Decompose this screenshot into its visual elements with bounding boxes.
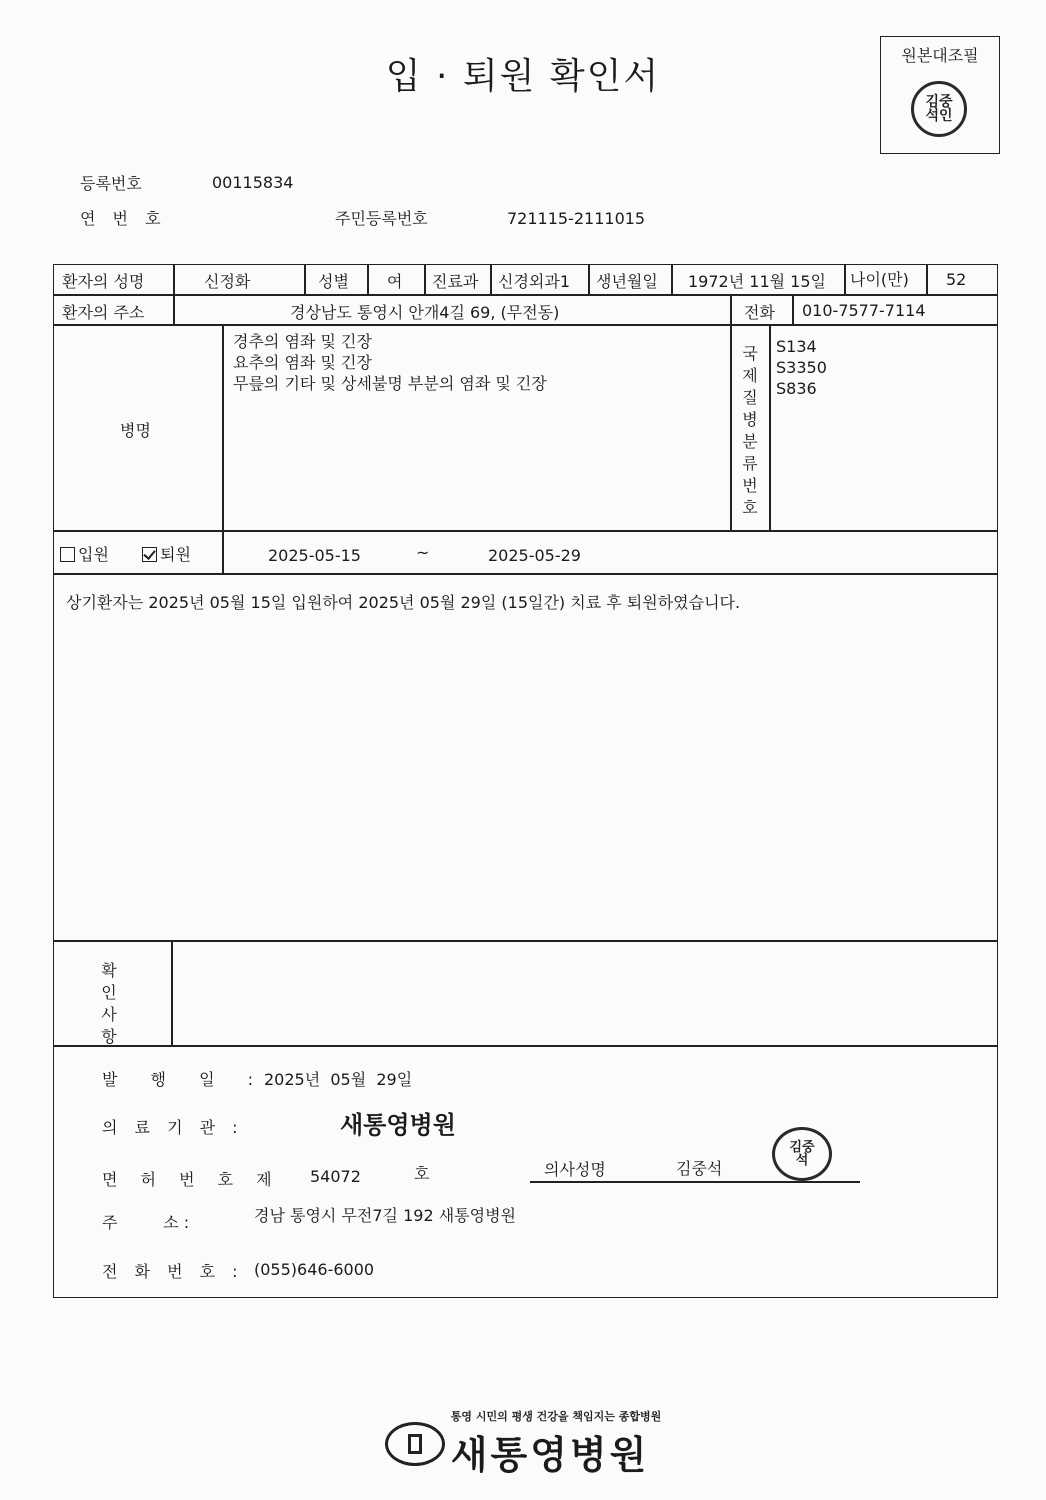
admit-checkbox	[60, 547, 75, 562]
icd-code: S836	[776, 379, 817, 398]
birth-label: 생년월일	[596, 272, 658, 291]
seal-text: 김중석인	[925, 94, 953, 124]
diagnosis-label: 병명	[120, 421, 151, 440]
seal-icon	[911, 81, 967, 137]
stay-separator: ~	[416, 543, 430, 562]
certified-copy-stamp	[880, 36, 1000, 154]
diagnosis-item: 요추의 염좌 및 긴장	[233, 353, 372, 372]
license-label: 면 허 번 호 제	[102, 1170, 281, 1189]
age-label: 나이(만)	[850, 270, 909, 289]
issue-date-label: 발 행 일 :	[102, 1070, 268, 1089]
icd-label: 국제질병분류번호	[742, 344, 758, 517]
diagnosis-item: 경추의 염좌 및 긴장	[233, 332, 372, 351]
phone-label: 전화	[744, 303, 775, 322]
patient-dept: 신경외과1	[498, 272, 571, 291]
icd-code: S134	[776, 337, 817, 356]
patient-sex: 여	[387, 272, 403, 291]
discharge-option	[142, 542, 191, 565]
stamp-label: 원본대조필	[901, 46, 979, 65]
institution-label: 의 료 기 관 :	[102, 1118, 244, 1137]
issue-date-value: 2025년 05월 29일	[264, 1070, 413, 1089]
footer-hospital-name: 새통영병원	[450, 1433, 650, 1477]
icd-code-list	[776, 336, 827, 399]
hospital-footer	[0, 1408, 1046, 1479]
footer-slogan: 통영 시민의 평생 건강을 책임지는 종합병원	[450, 1410, 662, 1423]
sex-label: 성별	[318, 272, 349, 291]
discharge-label: 퇴원	[160, 545, 191, 564]
patient-address: 경상남도 통영시 안개4길 69, (무전동)	[290, 303, 560, 322]
hospital-phone-value: (055)646-6000	[254, 1260, 375, 1279]
stay-from: 2025-05-15	[268, 546, 361, 565]
doctor-seal-text: 김중석	[789, 1140, 815, 1168]
diagnosis-list	[233, 331, 547, 394]
admit-label: 입원	[78, 545, 109, 564]
patient-name: 신정화	[204, 272, 251, 291]
license-suffix: 호	[414, 1164, 430, 1183]
hospital-logo-icon	[385, 1422, 445, 1466]
license-number: 54072	[310, 1167, 361, 1186]
dept-label: 진료과	[432, 272, 479, 291]
hospital-address-value: 경남 통영시 무전7길 192 새통영병원	[254, 1206, 516, 1225]
confirm-label: 확인사항	[101, 961, 117, 1046]
document-title: 입 · 퇴원 확인서	[385, 56, 661, 97]
patient-birth: 1972년 11월 15일	[688, 272, 826, 291]
patient-phone: 010-7577-7114	[802, 301, 926, 320]
icd-code: S3350	[776, 358, 827, 377]
certificate-table	[53, 264, 998, 1298]
doctor-seal-icon	[772, 1127, 832, 1181]
patient-age: 52	[946, 270, 967, 289]
hospital-phone-label: 전 화 번 호 :	[102, 1262, 244, 1281]
reg-label: 등록번호	[80, 174, 142, 193]
admit-option	[60, 542, 109, 565]
reg-value: 00115834	[212, 173, 294, 192]
diagnosis-item: 무릎의 기타 및 상세불명 부분의 염좌 및 긴장	[233, 374, 547, 393]
statement-text: 상기환자는 2025년 05월 15일 입원하여 2025년 05월 29일 (15일간) 치료 후 퇴원하였습니다.	[66, 593, 741, 612]
name-label: 환자의 성명	[62, 272, 145, 291]
serial-label: 연 번 호	[80, 209, 167, 228]
doctor-label: 의사성명	[544, 1160, 606, 1179]
rrn-label: 주민등록번호	[335, 209, 428, 228]
institution-value: 새통영병원	[340, 1111, 456, 1139]
stay-to: 2025-05-29	[488, 546, 581, 565]
rrn-value: 721115-2111015	[507, 209, 646, 228]
hospital-address-label: 주 소 :	[102, 1213, 190, 1232]
discharge-checkbox	[142, 547, 157, 562]
doctor-name: 김중석	[676, 1159, 723, 1178]
address-label: 환자의 주소	[62, 303, 145, 322]
